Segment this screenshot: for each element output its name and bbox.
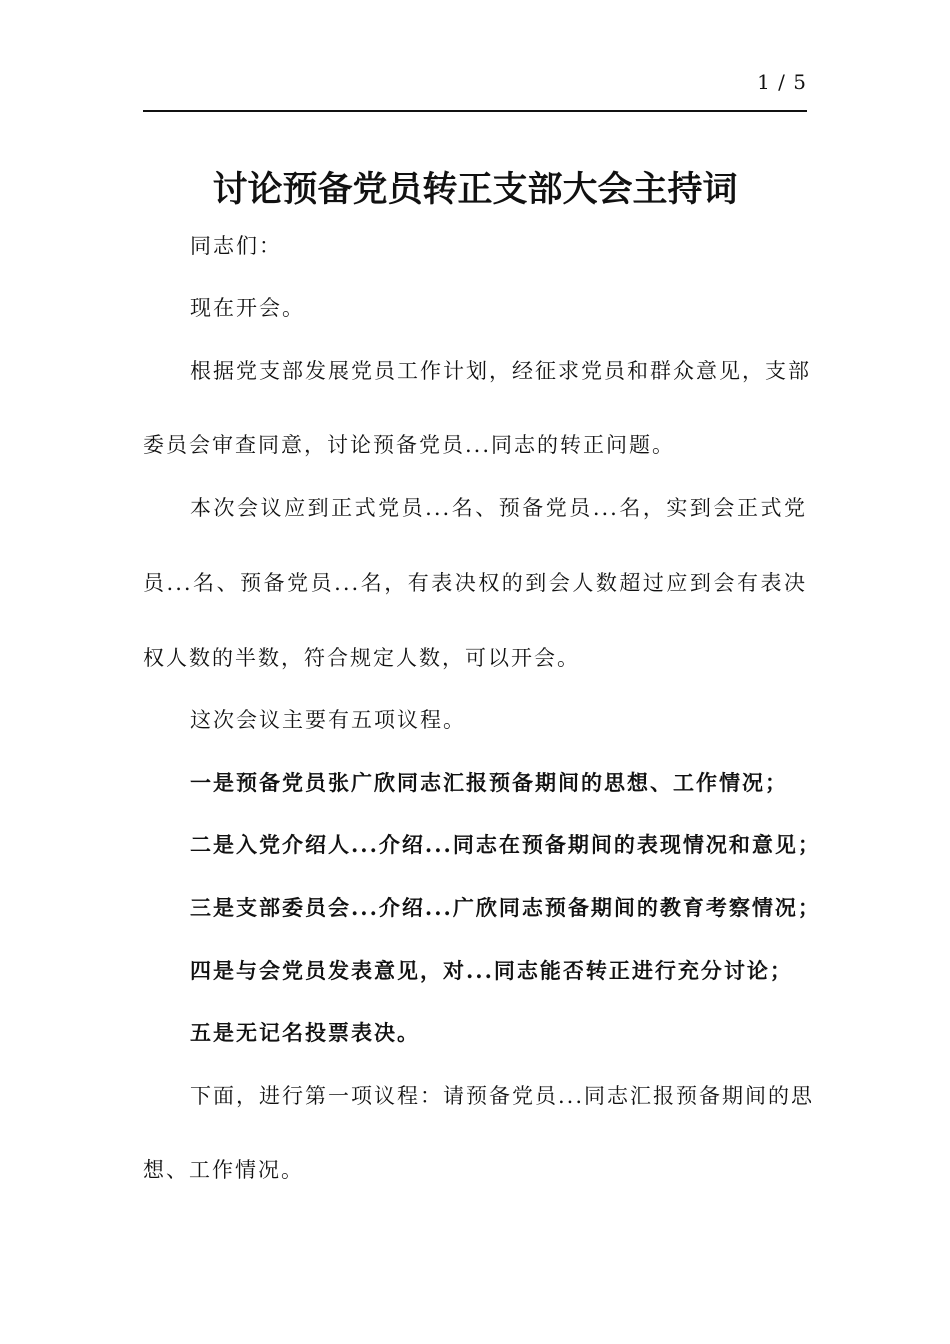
agenda-item-1: 一是预备党员张广欣同志汇报预备期间的思想、工作情况； (190, 770, 788, 795)
paragraph-basis-line-2: 委员会审查同意，讨论预备党员...同志的转正问题。 (143, 433, 676, 457)
paragraph-attendance-line-1: 本次会议应到正式党员...名、预备党员...名，实到会正式党 (190, 496, 807, 520)
agenda-item-2: 二是入党介绍人...介绍...同志在预备期间的表现情况和意见； (190, 832, 821, 857)
paragraph-opening: 现在开会。 (190, 296, 305, 320)
paragraph-first-item-line-2: 想、工作情况。 (143, 1158, 304, 1182)
paragraph-first-item-line-1: 下面，进行第一项议程：请预备党员...同志汇报预备期间的思 (190, 1084, 815, 1108)
paragraph-attendance-line-2: 员...名、预备党员...名，有表决权的到会人数超过应到会有表决 (143, 571, 807, 595)
paragraph-attendance-line-3: 权人数的半数，符合规定人数，可以开会。 (143, 646, 580, 670)
paragraph-basis-line-1: 根据党支部发展党员工作计划，经征求党员和群众意见，支部 (190, 359, 811, 383)
document-title: 讨论预备党员转正支部大会主持词 (212, 170, 738, 210)
page-number: 1 / 5 (757, 70, 807, 94)
paragraph-agenda-intro: 这次会议主要有五项议程。 (190, 708, 466, 732)
agenda-item-5: 五是无记名投票表决。 (190, 1020, 420, 1045)
agenda-item-4: 四是与会党员发表意见，对...同志能否转正进行充分讨论； (190, 958, 793, 983)
paragraph-greeting: 同志们： (190, 234, 282, 258)
agenda-item-3: 三是支部委员会...介绍...广欣同志预备期间的教育考察情况； (190, 895, 821, 920)
